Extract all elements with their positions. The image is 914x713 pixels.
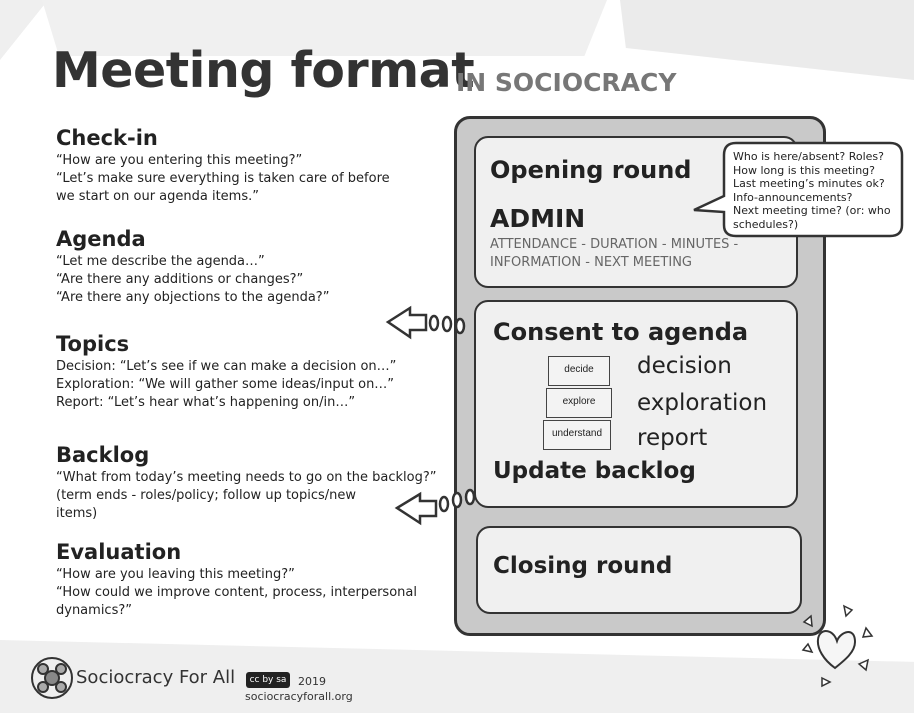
bubble-line: schedules?) bbox=[733, 217, 799, 231]
bubble-line: Info-announcements? bbox=[733, 190, 853, 204]
section-heading: Backlog bbox=[56, 443, 150, 467]
topic-type-exploration: exploration bbox=[637, 390, 768, 416]
section-line: Exploration: “We will gather some ideas/input on…” bbox=[56, 377, 395, 392]
section-heading: Agenda bbox=[56, 227, 146, 251]
bubble-line: Last meeting’s minutes ok? bbox=[733, 177, 885, 190]
bubble-line: Next meeting time? (or: who bbox=[733, 204, 891, 217]
admin-items: INFORMATION - NEXT MEETING bbox=[490, 255, 692, 270]
section-heading: Evaluation bbox=[56, 540, 182, 564]
section-heading: Check-in bbox=[56, 126, 158, 150]
section-line: “Let me describe the agenda…” bbox=[56, 254, 265, 269]
stack-understand: understand bbox=[543, 420, 611, 450]
section-line: we start on our agenda items.” bbox=[56, 189, 259, 204]
bubble-line: How long is this meeting? bbox=[733, 163, 875, 177]
consent-title: Consent to agenda bbox=[493, 318, 749, 346]
org-name: Sociocracy For All bbox=[76, 667, 236, 688]
section-line: items) bbox=[56, 506, 98, 521]
stack-explore: explore bbox=[546, 388, 612, 418]
section-line: “Let’s make sure everything is taken care of before bbox=[56, 171, 390, 186]
section-line: “How are you entering this meeting?” bbox=[56, 153, 303, 168]
section-line: (term ends - roles/policy; follow up topics/new bbox=[56, 488, 357, 503]
page-subtitle: IN SOCIOCRACY bbox=[456, 68, 677, 97]
arrow-topics-icon bbox=[388, 308, 464, 337]
section-line: “What from today’s meeting needs to go on the backlog?” bbox=[56, 470, 437, 485]
opening-round-title: Opening round bbox=[490, 156, 692, 184]
website-link[interactable]: sociocracyforall.org bbox=[245, 690, 353, 703]
page-title: Meeting format bbox=[52, 42, 475, 99]
section-line: “How are you leaving this meeting?” bbox=[56, 567, 295, 582]
section-line: dynamics?” bbox=[56, 603, 132, 618]
topic-type-decision: decision bbox=[637, 353, 732, 379]
stack-decide: decide bbox=[548, 356, 610, 386]
year: 2019 bbox=[298, 675, 326, 688]
bubble-line: Who is here/absent? Roles? bbox=[733, 150, 884, 163]
admin-label: ADMIN bbox=[490, 204, 586, 233]
section-line: Decision: “Let’s see if we can make a decision on…” bbox=[56, 359, 397, 374]
cc-license-badge: cc by sa bbox=[246, 672, 290, 688]
heart-icon bbox=[818, 631, 855, 668]
section-line: “Are there any additions or changes?” bbox=[56, 272, 304, 287]
closing-round-title: Closing round bbox=[493, 553, 673, 579]
update-backlog-label: Update backlog bbox=[493, 458, 696, 484]
section-line: Report: “Let’s hear what’s happening on/in…” bbox=[56, 395, 356, 410]
section-line: “Are there any objections to the agenda?” bbox=[56, 290, 330, 305]
sociocracy-logo-icon bbox=[32, 658, 72, 698]
arrow-backlog-icon bbox=[397, 490, 474, 523]
section-heading: Topics bbox=[56, 332, 130, 356]
admin-questions-bubble bbox=[733, 150, 903, 231]
admin-items: ATTENDANCE - DURATION - MINUTES - bbox=[490, 237, 739, 252]
topic-type-report: report bbox=[637, 425, 708, 451]
section-line: “How could we improve content, process, interpersonal bbox=[56, 585, 417, 600]
